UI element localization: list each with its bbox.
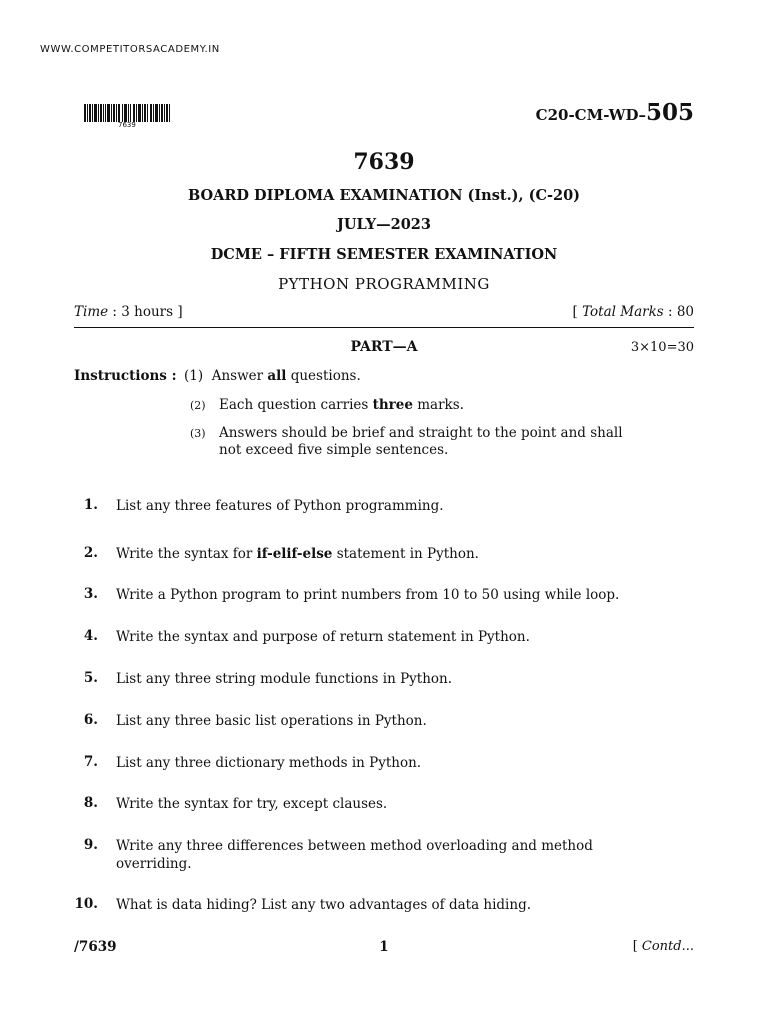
instruction-text: not exceed five simple sentences.	[219, 442, 449, 458]
page-number: 1	[379, 939, 389, 955]
paper-code	[536, 99, 694, 126]
total-marks-info	[573, 304, 694, 320]
time-value: : 3 hours ]	[112, 304, 183, 320]
question-text-part: statement in Python.	[332, 546, 479, 562]
paper-code-number: 505	[645, 99, 694, 126]
instruction-text: questions.	[286, 368, 361, 384]
marks-bracket: [	[572, 304, 583, 320]
instruction-emphasis: three	[372, 397, 413, 413]
instruction-number: (1)	[184, 368, 204, 384]
question-text: List any three string module functions in Python.	[116, 671, 453, 687]
instructions-label: Instructions :	[74, 368, 177, 384]
question-text: What is data hiding? List any two advantages of data hiding.	[116, 897, 532, 913]
question-number: 2.	[83, 545, 98, 561]
question-text-part: Write the syntax for	[116, 546, 257, 562]
part-marks: 3×10=30	[630, 340, 694, 355]
question-text	[116, 837, 696, 873]
exam-date: JULY—2023	[337, 216, 431, 233]
question-number: 7.	[83, 754, 98, 770]
continued-bracket: [	[632, 939, 642, 954]
time-info	[74, 304, 183, 320]
instruction-emphasis: all	[267, 368, 287, 384]
question-number: 5.	[83, 670, 98, 686]
question-text-line: overriding.	[116, 856, 192, 872]
marks-value: : 80	[663, 304, 694, 320]
continued-text: Contd...	[641, 939, 694, 954]
instruction-item	[219, 425, 623, 459]
exam-code: 7639	[353, 149, 415, 175]
barcode-number: 7639	[118, 121, 136, 129]
instruction-text: Each question carries	[219, 397, 373, 413]
question-text-line: Write any three differences between method overloading and method	[116, 838, 593, 854]
header-divider	[74, 327, 694, 328]
question-number: 8.	[83, 795, 98, 811]
semester-title: DCME – FIFTH SEMESTER EXAMINATION	[210, 246, 558, 263]
continued-note	[633, 939, 694, 954]
website-url: WWW.COMPETITORSACADEMY.IN	[40, 44, 220, 55]
board-title: BOARD DIPLOMA EXAMINATION (Inst.), (C-20)	[187, 187, 581, 204]
instruction-text: Answers should be brief and straight to the point and shall	[219, 425, 623, 441]
subject-title: PYTHON PROGRAMMING	[278, 275, 490, 293]
question-text: List any three dictionary methods in Python.	[116, 755, 422, 771]
question-number: 9.	[83, 837, 98, 853]
question-number: 1.	[83, 497, 98, 513]
question-text: List any three basic list operations in Python.	[116, 713, 427, 729]
marks-label: Total Marks	[582, 304, 664, 320]
instruction-item	[184, 368, 361, 384]
question-text: List any three features of Python programming.	[116, 498, 444, 514]
instruction-text: Answer	[211, 368, 268, 384]
question-keyword: if-elif-else	[256, 546, 333, 562]
question-text	[116, 545, 696, 563]
question-number: 3.	[83, 586, 98, 602]
time-label: Time	[74, 304, 109, 320]
footer-code: /7639	[74, 939, 117, 955]
barcode-image	[84, 104, 170, 122]
instruction-item	[219, 397, 464, 413]
part-title: PART—A	[350, 339, 418, 355]
instruction-text: marks.	[412, 397, 464, 413]
question-number: 6.	[83, 712, 98, 728]
question-text: Write the syntax for try, except clauses.	[116, 796, 388, 812]
question-text: Write the syntax and purpose of return statement in Python.	[116, 629, 530, 645]
instruction-number: (3)	[190, 427, 206, 440]
instruction-number: (2)	[190, 399, 206, 412]
question-number: 10.	[74, 896, 98, 912]
question-text: Write a Python program to print numbers from 10 to 50 using while loop.	[116, 587, 620, 603]
question-number: 4.	[83, 628, 98, 644]
paper-code-prefix: C20-CM-WD–	[535, 106, 646, 124]
